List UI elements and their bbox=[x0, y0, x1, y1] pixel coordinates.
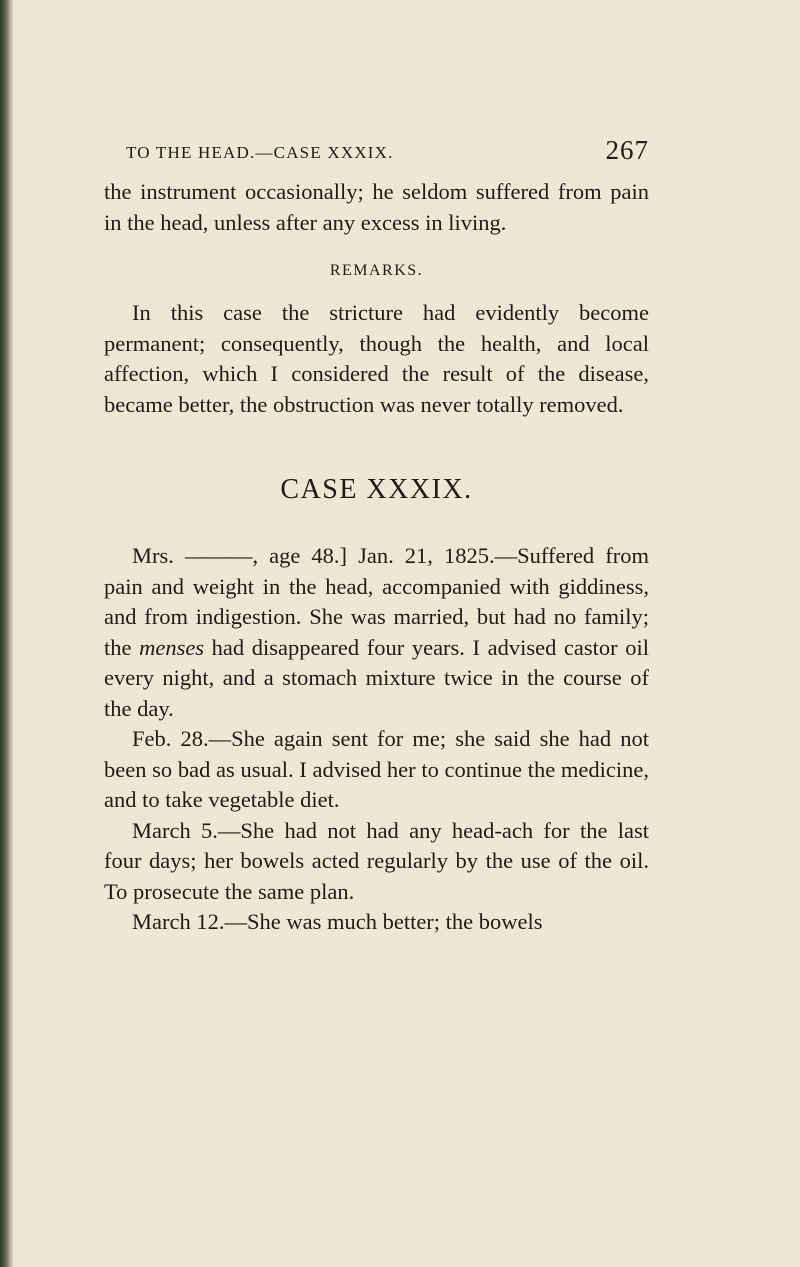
remarks-heading: REMARKS. bbox=[329, 262, 424, 279]
running-title: TO THE HEAD.—CASE XXXIX. bbox=[126, 143, 394, 162]
remarks-paragraph: In this case the stricture had evidently become permanent; consequently, though the health, and local affection, which I considered the result of the disease, became better, the obstruction was never totally removed. bbox=[104, 300, 649, 417]
opening-paragraph: the instrument occasionally; he seldom suffered from pain in the head, unless after any excess in living. bbox=[104, 179, 649, 235]
case-intro-italic: menses bbox=[139, 634, 205, 660]
page-number: 267 bbox=[605, 135, 649, 165]
case-intro-paragraph bbox=[104, 541, 649, 724]
entry-feb-28: Feb. 28.—She again sent for me; she said she had not been so bad as usual. I advised her to continue the medicine, and to take vegetable diet. bbox=[104, 726, 649, 812]
book-spine-shadow bbox=[0, 0, 14, 1267]
case-intro-text: Mrs. ———, age 48.] Jan. 21, 1825.—Suffered from pain and weight in the head, accompanied with giddiness, and from indigestion. She was married, but had no family; the bbox=[104, 543, 649, 660]
entry-march-5: March 5.—She had not had any head-ach for the last four days; her bowels acted regularly by the use of the oil. To prosecute the same plan. bbox=[104, 817, 649, 904]
case-title: CASE XXXIX. bbox=[280, 474, 473, 505]
running-head bbox=[104, 135, 649, 175]
entry-march-12: March 12.—She was much better; the bowels bbox=[132, 909, 543, 934]
case-intro-continuation: had disappeared four years. I advised castor oil every night, and a stomach mixture twice in the course of the day. bbox=[104, 634, 649, 721]
page-content bbox=[104, 135, 649, 938]
